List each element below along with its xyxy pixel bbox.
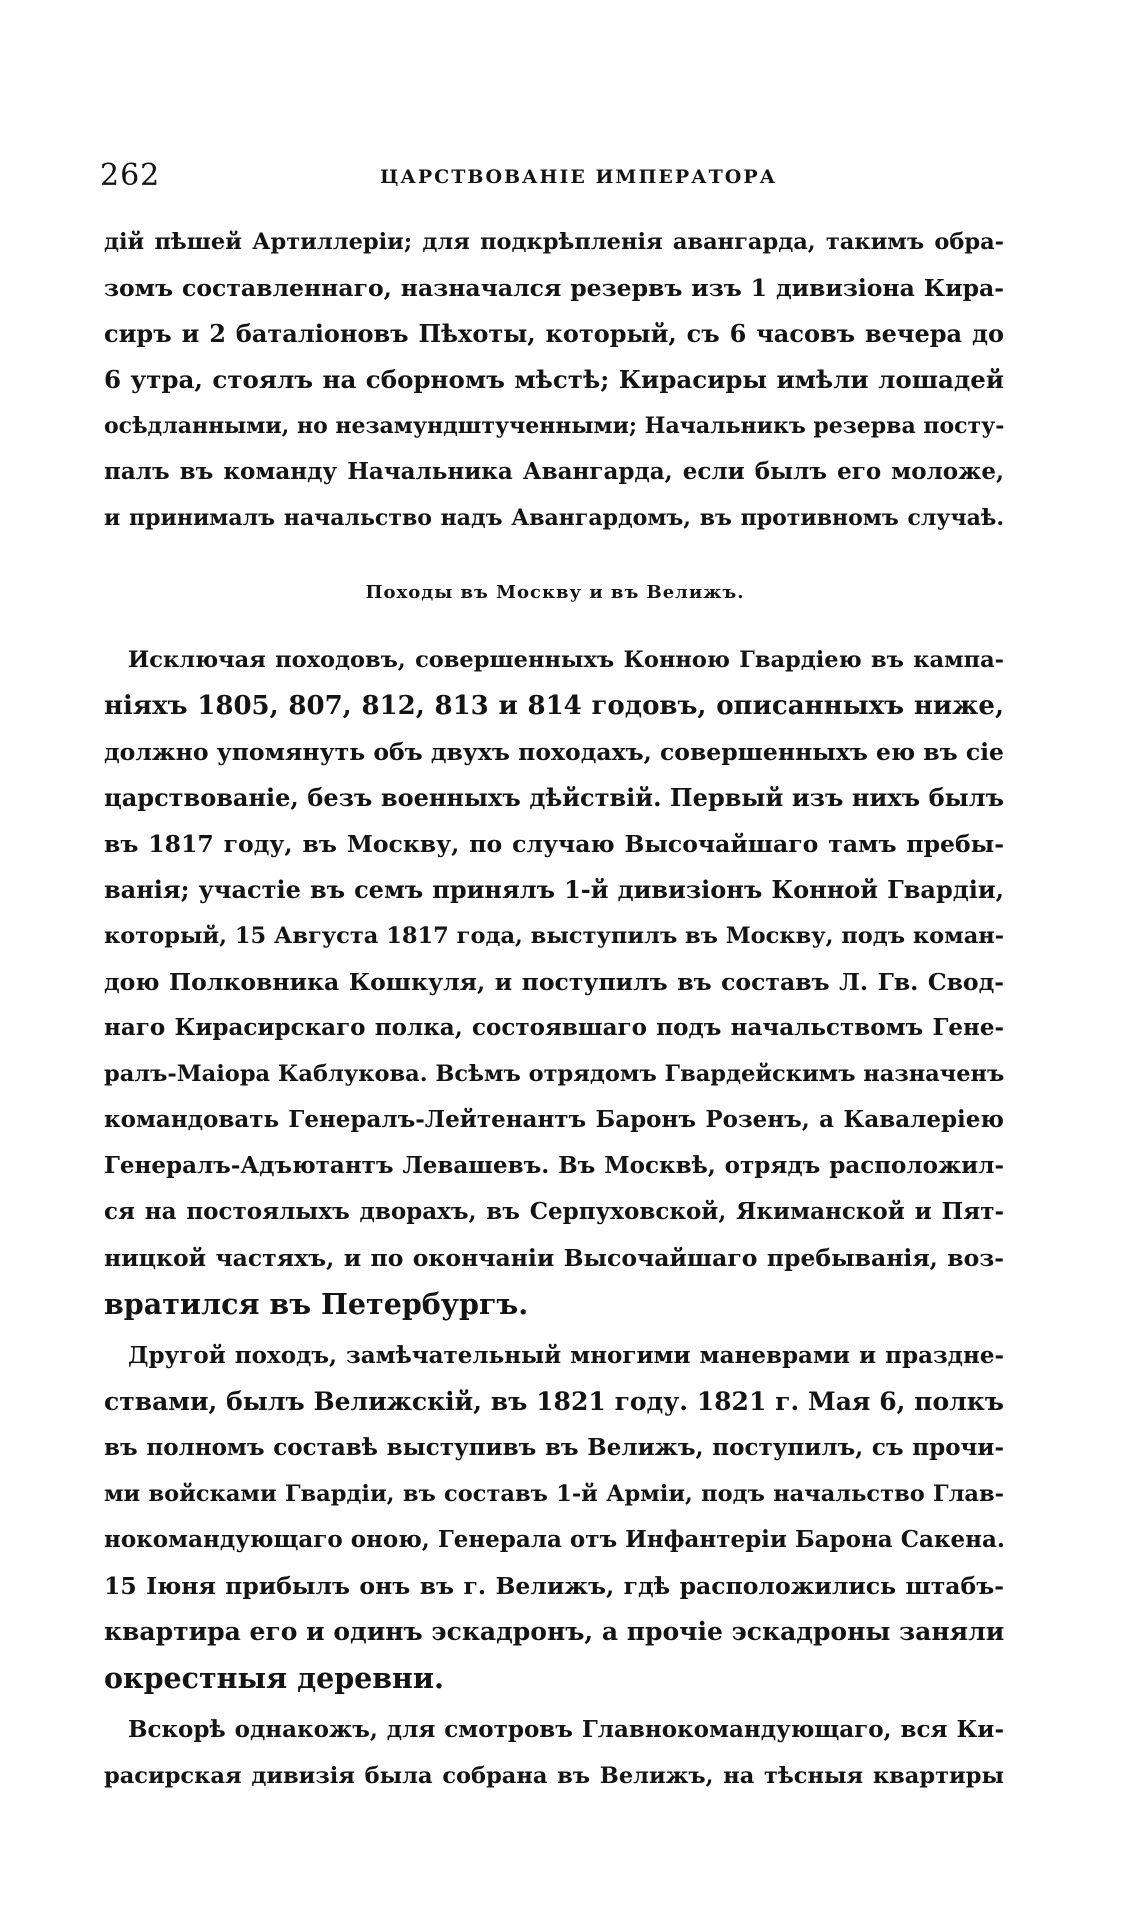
text-line: который, 15 Августа 1817 года, выступилъ въ Москву, подъ коман-	[104, 923, 1005, 949]
text-line: окрестныя деревни.	[104, 1661, 444, 1695]
text-line: квартира его и одинъ эскадронъ, а прочіе эскадроны заняли	[104, 1617, 1005, 1646]
text-line: и принималъ начальство надъ Авангардомъ, въ противномъ случаѣ.	[104, 505, 1004, 531]
text-line: зомъ составленнаго, назначался резервъ изъ 1 дивизіона Кира-	[104, 274, 1004, 302]
text-line: командовать Генералъ-Лейтенантъ Баронъ Розенъ, а Кавалеріею	[104, 1106, 1004, 1133]
text-line: палъ въ команду Начальника Авангарда, если былъ его моложе,	[104, 458, 1004, 485]
page-header	[100, 158, 1000, 198]
text-line: нокомандующаго оною, Генерала отъ Инфантеріи Барона Сакена.	[104, 1526, 1005, 1553]
text-line: Вскорѣ однакожъ, для смотровъ Главнокомандующаго, вся Ки-	[128, 1716, 1004, 1743]
text-line: 15 Іюня прибылъ онъ въ г. Велижъ, гдѣ расположились штабъ-	[104, 1572, 1004, 1600]
text-line: дій пѣшей Артиллеріи; для подкрѣпленія авангарда, такимъ обра-	[104, 229, 1004, 255]
text-line: должно упомянуть объ двухъ походахъ, совершенныхъ ею въ сіе	[104, 738, 1005, 766]
text-line: въ 1817 году, въ Москву, по случаю Высочайшаго тамъ пребы-	[104, 830, 1004, 858]
text-line: Исключая походовъ, совершенныхъ Конною Гвардіею въ кампа-	[128, 647, 1004, 673]
text-line: Генералъ-Адъютантъ Левашевъ. Въ Москвѣ, отрядъ расположил-	[104, 1152, 1004, 1179]
text-line: ралъ-Маіора Каблукова. Всѣмъ отрядомъ Гвардейскимъ назначенъ	[104, 1061, 1005, 1087]
text-line: расирская дивизія была собрана въ Велижъ, на тѣсныя квартиры	[104, 1763, 1004, 1789]
text-line: ми войсками Гвардіи, въ составъ 1-й Арміи, подъ начальство Глав-	[104, 1481, 1004, 1507]
text-line: ванія; участіе въ семъ принялъ 1-й дивизіонъ Конной Гвардіи,	[104, 875, 1004, 904]
section-heading: Походы въ Москву и въ Велижъ.	[365, 582, 745, 603]
text-line: царствованіе, безъ военныхъ дѣйствій. Первый изъ нихъ былъ	[104, 783, 1004, 812]
text-line: 6 утра, стоялъ на сборномъ мѣстѣ; Кирасиры имѣли лошадей	[104, 365, 1004, 394]
page-number: 262	[100, 158, 161, 193]
text-line: ствами, былъ Велижскій, въ 1821 году. 1821 г. Мая 6, полкъ	[104, 1387, 1004, 1416]
text-line: ся на постоялыхъ дворахъ, въ Серпуховской, Якиманской и Пят-	[104, 1198, 1004, 1225]
text-line: Другой походъ, замѣчательный многими маневрами и праздне-	[128, 1342, 1004, 1369]
text-line: въ полномъ составѣ выступивъ въ Велижъ, поступилъ, съ прочи-	[104, 1434, 1004, 1461]
text-line: осѣдланными, но незамундштученными; Начальникъ резерва посту-	[104, 413, 1005, 439]
running-title: ЦАРСТВОВАНIЕ ИМПЕРАТОРА	[380, 166, 778, 188]
text-line: сиръ и 2 баталіоновъ Пѣхоты, который, съ 6 часовъ вечера до	[104, 319, 1004, 348]
text-line: ницкой частяхъ, и по окончаніи Высочайшаго пребыванія, воз-	[104, 1244, 1004, 1272]
text-line: ніяхъ 1805, 807, 812, 813 и 814 годовъ, описанныхъ ниже,	[104, 691, 1004, 721]
text-line: наго Кирасирскаго полка, состоявшаго подъ начальствомъ Гене-	[104, 1014, 1004, 1041]
text-line: дою Полковника Кошкуля, и поступилъ въ составъ Л. Гв. Свод-	[104, 968, 1004, 996]
text-line: вратился въ Петербургъ.	[104, 1287, 529, 1321]
